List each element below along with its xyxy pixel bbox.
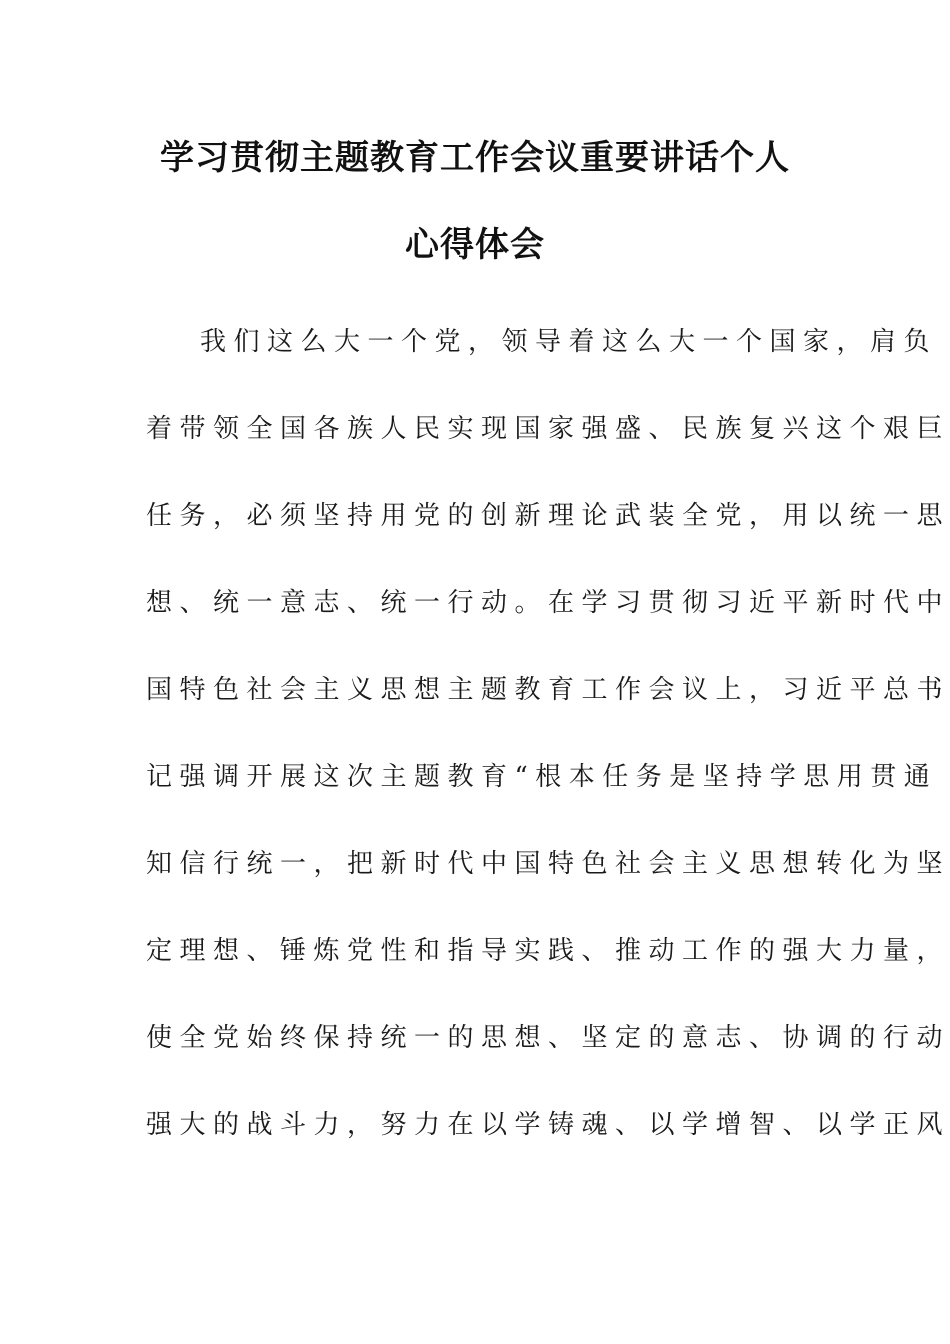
- paragraph-line-1: 我们这么大一个党，领导着这么大一个国家，肩负: [200, 327, 938, 357]
- paragraph-line-8: 定理想、锤炼党性和指导实践、推动工作的强大力量，: [146, 936, 950, 966]
- paragraph-line-5: 国特色社会主义思想主题教育工作会议上，习近平总书: [146, 675, 950, 705]
- paragraph-line-9: 使全党始终保持统一的思想、坚定的意志、协调的行动: [146, 1023, 950, 1053]
- paragraph-line-3: 任务，必须坚持用党的创新理论武装全党，用以统一思: [146, 501, 950, 531]
- paragraph-line-2: 着带领全国各族人民实现国家强盛、民族复兴这个艰巨: [146, 414, 950, 444]
- paragraph-line-6: 记强调开展这次主题教育“根本任务是坚持学思用贯通: [146, 762, 938, 792]
- paragraph-line-7: 知信行统一，把新时代中国特色社会主义思想转化为坚: [146, 849, 950, 879]
- paragraph-line-10: 强大的战斗力，努力在以学铸魂、以学增智、以学正风: [146, 1110, 950, 1140]
- paragraph-line-4: 想、统一意志、统一行动。在学习贯彻习近平新时代中: [146, 588, 950, 618]
- document-title-line-1: 学习贯彻主题教育工作会议重要讲话个人: [160, 138, 790, 178]
- document-title-line-2: 心得体会: [405, 225, 545, 265]
